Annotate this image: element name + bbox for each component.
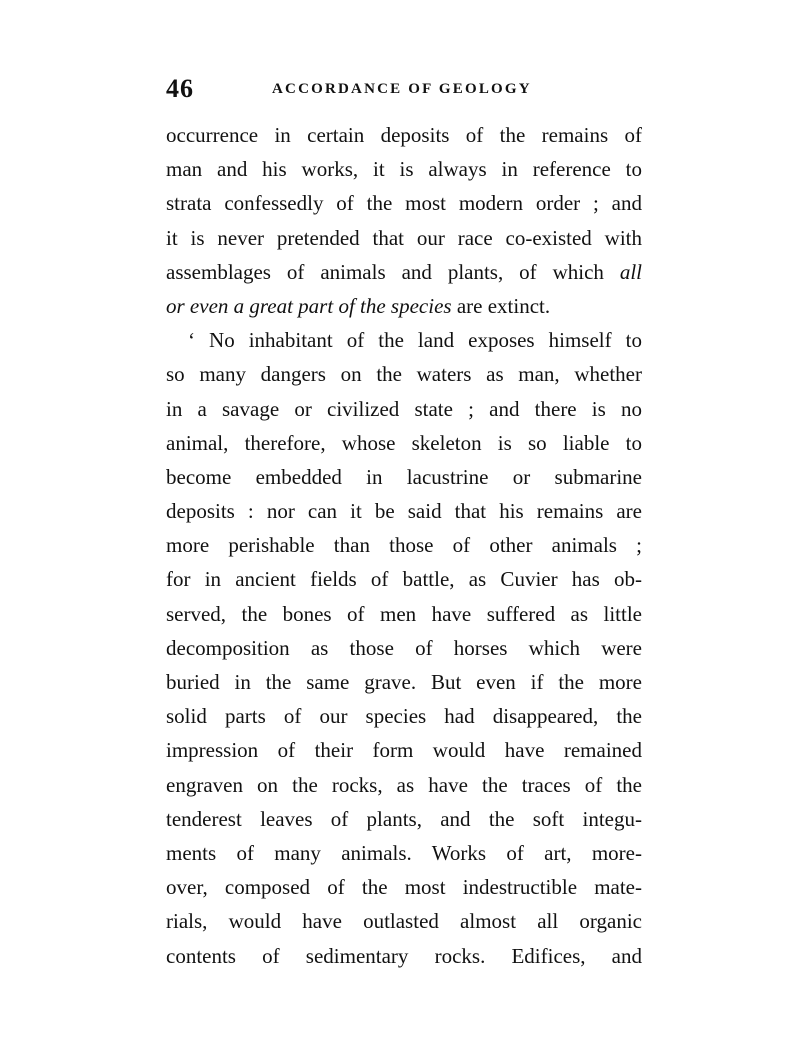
italic-text: all bbox=[619, 259, 642, 284]
body-text bbox=[166, 118, 642, 973]
text-line: strata confessedly of the most modern order ; and bbox=[166, 191, 642, 216]
page-header bbox=[166, 74, 646, 106]
text-line: engraven on the rocks, as have the traces of the bbox=[166, 772, 642, 797]
text-line bbox=[166, 255, 642, 289]
text-line: buried in the same grave. But even if the more bbox=[166, 670, 642, 694]
text-line: ‘ No inhabitant of the land exposes himself to bbox=[188, 328, 642, 353]
text-line: become embedded in lacustrine or submarine bbox=[166, 464, 642, 489]
text-line: occurrence in certain deposits of the remains of bbox=[166, 123, 642, 147]
text-line: for in ancient fields of battle, as Cuvier has ob- bbox=[166, 567, 642, 592]
text-segment: assemblages of animals and plants, of which bbox=[166, 259, 604, 284]
text-line: man and his works, it is always in reference to bbox=[166, 157, 642, 182]
running-head: ACCORDANCE OF GEOLOGY bbox=[272, 81, 532, 97]
page-number: 46 bbox=[166, 74, 194, 103]
text-line: over, composed of the most indestructible mate- bbox=[166, 875, 642, 900]
text-line: ments of many animals. Works of art, more- bbox=[166, 840, 642, 865]
text-line: tenderest leaves of plants, and the soft integu- bbox=[166, 806, 642, 831]
text-line: it is never pretended that our race co-existed with bbox=[166, 225, 642, 250]
italic-text: or even a great part of the species bbox=[166, 293, 452, 318]
text-segment: are extinct. bbox=[456, 293, 551, 318]
text-line: impression of their form would have remained bbox=[166, 738, 642, 763]
text-line: solid parts of our species had disappeared, the bbox=[166, 704, 642, 729]
text-line: deposits : nor can it be said that his remains are bbox=[166, 499, 642, 524]
text-line: so many dangers on the waters as man, whether bbox=[166, 362, 642, 387]
text-line: animal, therefore, whose skeleton is so liable to bbox=[166, 430, 642, 455]
text-line: rials, would have outlasted almost all organic bbox=[166, 909, 642, 934]
text-line bbox=[166, 289, 642, 323]
text-line: served, the bones of men have suffered as little bbox=[166, 601, 642, 626]
text-line: contents of sedimentary rocks. Edifices, and bbox=[166, 943, 642, 968]
text-line: more perishable than those of other animals ; bbox=[166, 533, 642, 558]
text-line: in a savage or civilized state ; and there is no bbox=[166, 396, 642, 421]
text-line: decomposition as those of horses which were bbox=[166, 635, 642, 660]
